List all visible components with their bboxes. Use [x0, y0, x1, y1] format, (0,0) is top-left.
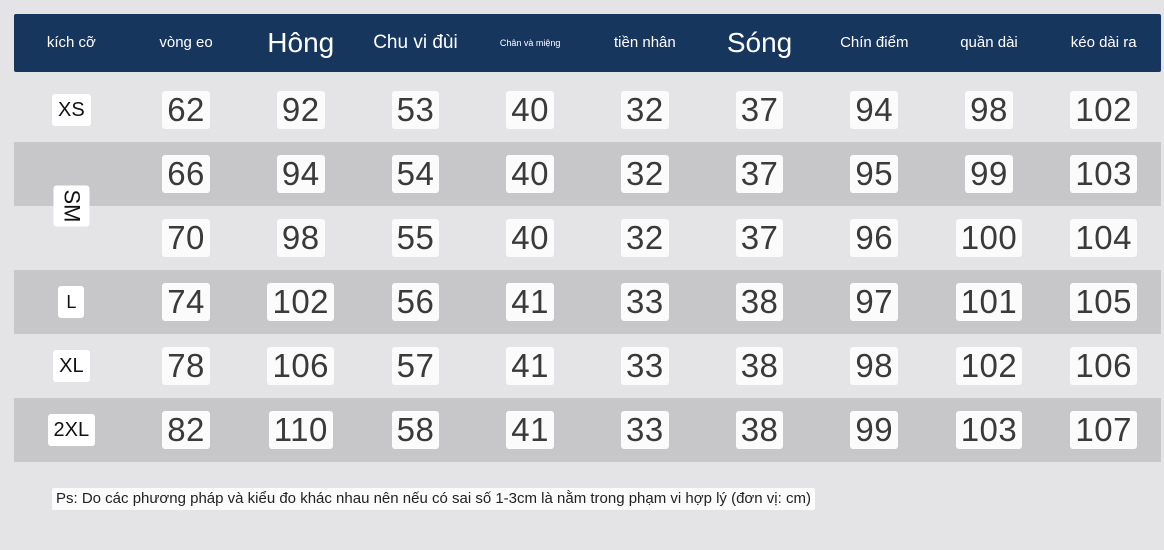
measurement-note: Ps: Do các phương pháp và kiểu đo khác nhau nên nếu có sai số 1-3cm là nằm trong phạm vi hợp lý (đơn vị: cm): [52, 488, 815, 510]
table-body: [14, 78, 1161, 462]
value: 95: [850, 155, 898, 193]
value: 66: [162, 155, 210, 193]
value-cell: [243, 155, 358, 193]
value-cell: [358, 219, 473, 257]
value: 38: [736, 283, 784, 321]
value-cell: [817, 283, 932, 321]
value: 96: [850, 219, 898, 257]
value-cell: [702, 347, 817, 385]
value-cell: [243, 219, 358, 257]
value: 105: [1070, 283, 1137, 321]
header-front-rise: tiền nhân: [614, 34, 676, 51]
header-extended-length: kéo dài ra: [1070, 34, 1137, 51]
value: 74: [162, 283, 210, 321]
merged-size-cell: [14, 142, 129, 270]
value: 102: [1070, 91, 1137, 129]
value: 78: [162, 347, 210, 385]
value: 33: [621, 347, 669, 385]
value: 98: [850, 347, 898, 385]
value: 53: [392, 91, 440, 129]
value: 106: [267, 347, 334, 385]
value-cell: [358, 155, 473, 193]
value-cell: [243, 347, 358, 385]
value-cell: [702, 219, 817, 257]
value-cell: [358, 411, 473, 449]
value: 94: [277, 155, 325, 193]
value-cell: [932, 347, 1047, 385]
size-label: XS: [52, 94, 91, 126]
value-cell: [817, 411, 932, 449]
value-cell: [932, 155, 1047, 193]
value-cell: [588, 347, 703, 385]
table-row: [14, 270, 1161, 334]
value: 32: [621, 91, 669, 129]
value: 94: [850, 91, 898, 129]
size-chart-table: [14, 14, 1161, 462]
table-row: [14, 206, 1161, 270]
value-cell: [358, 91, 473, 129]
value: 38: [736, 411, 784, 449]
header-waist: vòng eo: [159, 34, 213, 51]
value-cell: [817, 91, 932, 129]
value: 100: [956, 219, 1023, 257]
value: 37: [736, 91, 784, 129]
table-row: [14, 334, 1161, 398]
header-thigh: Chu vi đùi: [373, 32, 458, 53]
value-cell: [358, 283, 473, 321]
value: 41: [506, 283, 554, 321]
value-cell: [1046, 155, 1161, 193]
value: 82: [162, 411, 210, 449]
value: 99: [850, 411, 898, 449]
header-ankle-length: Chín điểm: [840, 34, 909, 51]
value-cell: [817, 155, 932, 193]
value: 40: [506, 91, 554, 129]
value-cell: [129, 347, 244, 385]
table-row: [14, 398, 1161, 462]
value-cell: [129, 91, 244, 129]
value: 106: [1070, 347, 1137, 385]
value-cell: [1046, 411, 1161, 449]
size-label: SM: [53, 186, 89, 227]
value-cell: [1046, 347, 1161, 385]
value-cell: [932, 91, 1047, 129]
value-cell: [129, 283, 244, 321]
table-header: [14, 14, 1161, 72]
value: 37: [736, 219, 784, 257]
value-cell: [817, 347, 932, 385]
value-cell: [702, 283, 817, 321]
value-cell: [243, 283, 358, 321]
header-full-length: quần dài: [960, 34, 1018, 51]
value: 38: [736, 347, 784, 385]
value-cell: [588, 411, 703, 449]
value-cell: [588, 283, 703, 321]
table-row: [14, 78, 1161, 142]
size-label: L: [58, 286, 84, 318]
value: 110: [269, 411, 333, 449]
value: 33: [621, 283, 669, 321]
value: 55: [392, 219, 440, 257]
value-cell: [129, 219, 244, 257]
value: 102: [267, 283, 334, 321]
value: 41: [506, 411, 554, 449]
value: 32: [621, 155, 669, 193]
value: 62: [162, 91, 210, 129]
value: 40: [506, 155, 554, 193]
value: 98: [965, 91, 1013, 129]
value: 57: [392, 347, 440, 385]
value: 103: [1070, 155, 1137, 193]
value-cell: [932, 219, 1047, 257]
value-cell: [243, 411, 358, 449]
value-cell: [243, 91, 358, 129]
value-cell: [129, 155, 244, 193]
value: 107: [1070, 411, 1137, 449]
header-size: kích cỡ: [46, 34, 96, 51]
value: 41: [506, 347, 554, 385]
value-cell: [932, 411, 1047, 449]
value-cell: [1046, 91, 1161, 129]
value: 92: [277, 91, 325, 129]
value: 97: [850, 283, 898, 321]
size-cell: [14, 350, 129, 382]
header-rise: Sóng: [726, 27, 793, 58]
value-cell: [473, 347, 588, 385]
value: 54: [392, 155, 440, 193]
table-row: [14, 142, 1161, 206]
size-label: 2XL: [48, 414, 96, 446]
value-cell: [588, 155, 703, 193]
header-leg-opening: Chân và miệng: [499, 38, 561, 48]
size-cell: [14, 414, 129, 446]
size-label: XL: [53, 350, 89, 382]
value: 104: [1070, 219, 1137, 257]
value-cell: [473, 219, 588, 257]
value: 98: [277, 219, 325, 257]
value-cell: [358, 347, 473, 385]
value-cell: [1046, 283, 1161, 321]
value-cell: [1046, 219, 1161, 257]
value-cell: [473, 283, 588, 321]
value-cell: [473, 155, 588, 193]
value: 32: [621, 219, 669, 257]
value-cell: [702, 411, 817, 449]
size-cell: [14, 286, 129, 318]
value: 102: [956, 347, 1023, 385]
value: 103: [956, 411, 1023, 449]
value-cell: [702, 155, 817, 193]
size-cell: [14, 94, 129, 126]
value: 101: [956, 283, 1023, 321]
value-cell: [817, 219, 932, 257]
value-cell: [129, 411, 244, 449]
value: 99: [965, 155, 1013, 193]
value-cell: [473, 91, 588, 129]
value: 56: [392, 283, 440, 321]
value-cell: [473, 411, 588, 449]
value: 33: [621, 411, 669, 449]
value-cell: [588, 219, 703, 257]
value-cell: [932, 283, 1047, 321]
value-cell: [588, 91, 703, 129]
value: 70: [162, 219, 210, 257]
value: 58: [392, 411, 440, 449]
value-cell: [702, 91, 817, 129]
header-hip: Hông: [267, 27, 335, 58]
value: 37: [736, 155, 784, 193]
value: 40: [506, 219, 554, 257]
